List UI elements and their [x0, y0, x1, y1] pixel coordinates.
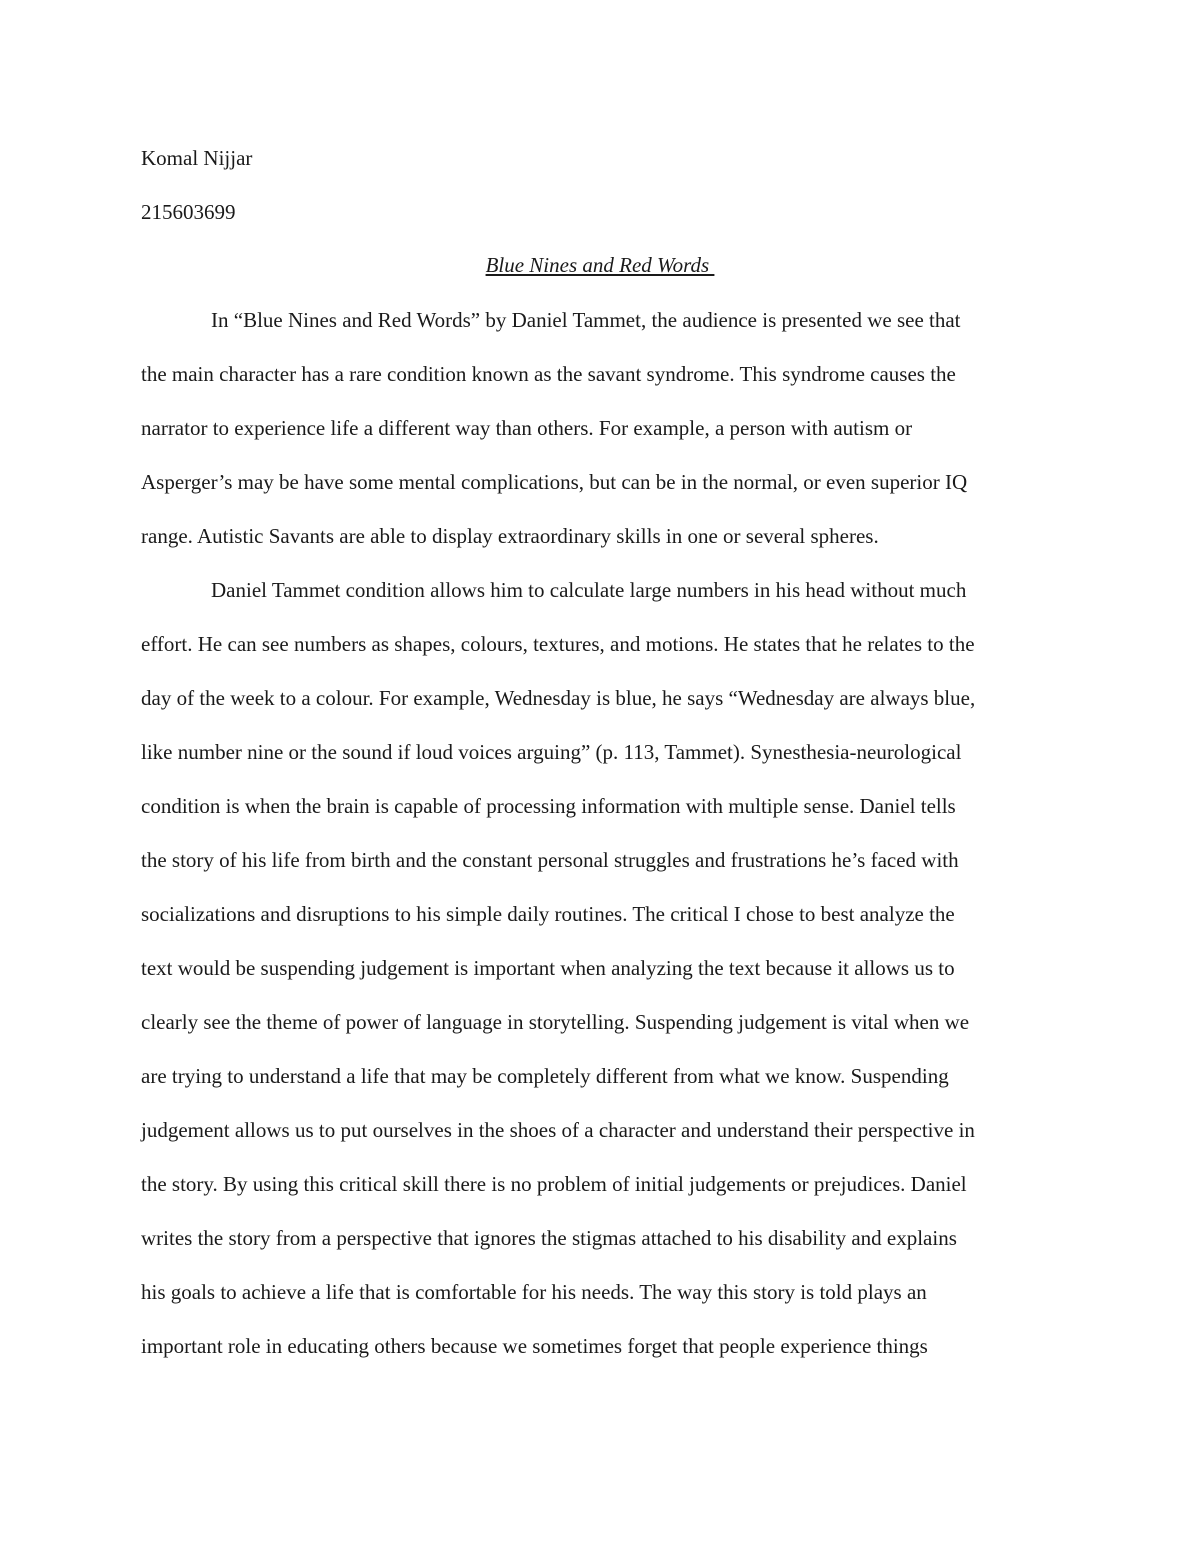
essay-title: Blue Nines and Red Words — [485, 253, 715, 277]
paragraph-line: are trying to understand a life that may be completely different from what we know. Suspending — [141, 1064, 949, 1088]
paragraph-line: effort. He can see numbers as shapes, colours, textures, and motions. He states that he relates to the — [141, 632, 975, 656]
paragraph-line: socializations and disruptions to his simple daily routines. The critical I chose to best analyze the — [141, 902, 955, 926]
student-id: 215603699 — [141, 200, 236, 224]
paragraph-line: judgement allows us to put ourselves in the shoes of a character and understand their perspective in — [141, 1118, 975, 1142]
paragraph-line: the main character has a rare condition known as the savant syndrome. This syndrome causes the — [141, 362, 956, 386]
paragraph-line: day of the week to a colour. For example, Wednesday is blue, he says “Wednesday are always blue, — [141, 686, 976, 710]
paragraph-line: his goals to achieve a life that is comfortable for his needs. The way this story is told plays an — [141, 1280, 927, 1304]
paragraph-line: important role in educating others because we sometimes forget that people experience things — [141, 1334, 928, 1358]
paragraph-line: clearly see the theme of power of language in storytelling. Suspending judgement is vital when we — [141, 1010, 970, 1034]
paragraph-line: the story. By using this critical skill there is no problem of initial judgements or prejudices. Daniel — [141, 1172, 967, 1196]
paragraph-line: narrator to experience life a different way than others. For example, a person with autism or — [141, 416, 913, 440]
paragraph-line: In “Blue Nines and Red Words” by Daniel Tammet, the audience is presented we see that — [211, 308, 961, 332]
paragraph-line: range. Autistic Savants are able to display extraordinary skills in one or several spheres. — [141, 524, 879, 548]
paragraph-line: Asperger’s may be have some mental complications, but can be in the normal, or even superior IQ — [141, 470, 968, 494]
paragraph-line: Daniel Tammet condition allows him to calculate large numbers in his head without much — [211, 578, 967, 602]
paragraph-line: the story of his life from birth and the constant personal struggles and frustrations he’s faced with — [141, 848, 959, 872]
paragraph-line: text would be suspending judgement is important when analyzing the text because it allows us to — [141, 956, 955, 980]
paragraph-line: condition is when the brain is capable of processing information with multiple sense. Daniel tells — [141, 794, 956, 818]
author-name: Komal Nijjar — [141, 146, 253, 170]
paragraph-line: like number nine or the sound if loud voices arguing” (p. 113, Tammet). Synesthesia-neurological — [141, 740, 962, 764]
paragraph-line: writes the story from a perspective that ignores the stigmas attached to his disability and explains — [141, 1226, 957, 1250]
